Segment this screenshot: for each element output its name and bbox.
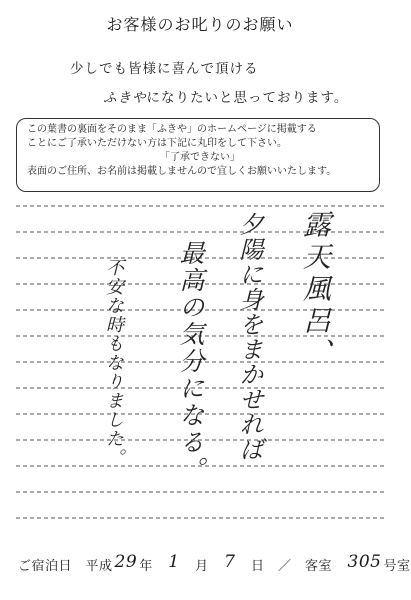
footer-separator: ／ [277, 559, 292, 574]
room-number[interactable]: 305 [347, 552, 382, 572]
handwritten-column-1: 露天風呂、 [299, 210, 332, 370]
card-title: お客様のお叱りのお願い [106, 15, 294, 34]
room-unit: 号室 [383, 559, 411, 574]
stay-date-label: ご宿泊日 [18, 559, 73, 574]
month-unit: 月 [195, 559, 209, 574]
room-label: 客室 [305, 559, 333, 574]
handwritten-column-2: 夕陽に身をまかせれば [235, 212, 263, 462]
handwritten-column-4: 不安な時もなりました。 [103, 258, 124, 467]
intro-line-1: 少しでも皆様に喜んで頂ける [70, 61, 259, 77]
stay-year[interactable]: 29 [114, 552, 138, 572]
year-unit: 年 [139, 559, 153, 574]
day-unit: 日 [250, 559, 265, 574]
decline-option[interactable]: 「了承できない」 [160, 152, 240, 163]
intro-line-2-rest: になりたいと思っております。 [146, 90, 349, 106]
notice-line-1: この葉書の裏面をそのまま「ふきや」のホームページに掲載する [27, 124, 317, 135]
stay-day[interactable]: 7 [224, 552, 236, 572]
brand-name: ふきや [103, 90, 147, 106]
notice-line-3: 表面のご住所、お名前は掲載しませんので宜しくお願いいたします。 [27, 166, 337, 177]
stay-info-row [18, 552, 411, 575]
stay-month[interactable]: 1 [168, 552, 180, 572]
era-label: 平成 [85, 559, 113, 574]
handwritten-column-3: 最高の気分になる。 [176, 240, 205, 483]
notice-line-2: ことにご了承いただけない方は下記に丸印をして下さい。 [27, 138, 287, 149]
